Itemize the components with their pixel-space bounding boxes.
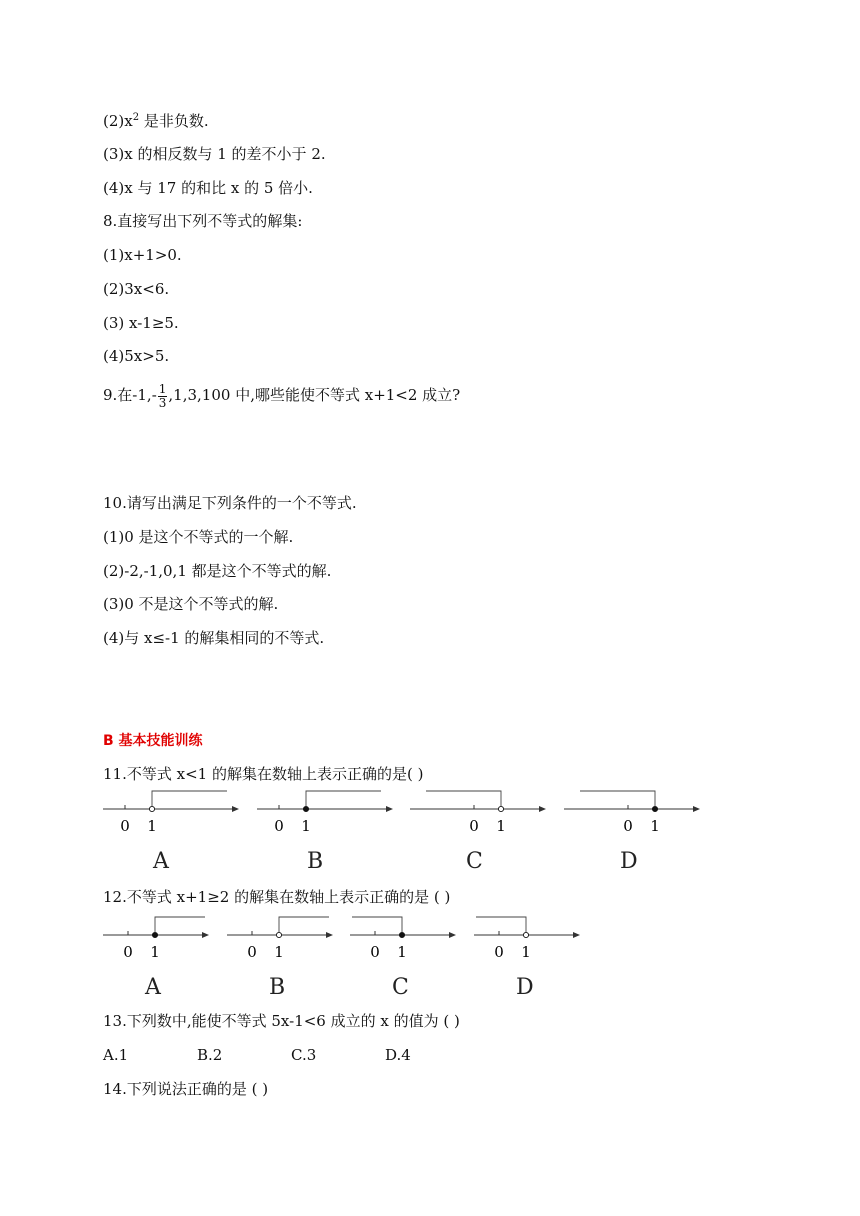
q7-item-3: (3)x 的相反数与 1 的差不小于 2. — [103, 145, 326, 163]
solution-bracket — [306, 791, 381, 806]
axis-arrow-icon — [539, 806, 546, 812]
filled-dot-icon — [652, 806, 657, 811]
q11-option-c[interactable] — [410, 787, 556, 874]
tick-label-one: 1 — [521, 943, 531, 961]
tick-label-zero: 0 — [494, 943, 504, 961]
option-label: D — [516, 975, 534, 1000]
q8-item-3: (3) x-1≥5. — [103, 314, 179, 332]
axis-arrow-icon — [202, 932, 209, 938]
solution-bracket — [352, 917, 402, 932]
tick-label-one: 1 — [650, 817, 660, 835]
q9-fraction-numerator: 1 — [158, 381, 167, 396]
q12-option-a[interactable] — [103, 913, 219, 1000]
axis-arrow-icon — [386, 806, 393, 812]
q12-option-c[interactable] — [350, 913, 466, 1000]
q11-number-line-b — [257, 787, 403, 839]
q7-item-4: (4)x 与 17 的和比 x 的 5 倍小. — [103, 179, 313, 197]
q13-option-c[interactable]: C.3 — [291, 1046, 317, 1064]
option-label: A — [145, 975, 161, 1000]
q7-2-superscript: 2 — [132, 112, 140, 123]
q11-title: 11.不等式 x<1 的解集在数轴上表示正确的是( ) — [103, 765, 424, 783]
q7-2-text-a: (2)x — [103, 112, 133, 130]
q12-option-d[interactable] — [474, 913, 590, 1000]
open-dot-icon — [276, 932, 281, 937]
solution-bracket — [279, 917, 329, 932]
q13-option-d[interactable]: D.4 — [385, 1046, 411, 1064]
tick-label-zero: 0 — [370, 943, 380, 961]
tick-label-one: 1 — [147, 817, 157, 835]
q10-item-4: (4)与 x≤-1 的解集相同的不等式. — [103, 629, 325, 647]
q10-item-1: (1)0 是这个不等式的一个解. — [103, 528, 294, 546]
q12-number-line-d — [474, 913, 590, 965]
axis-arrow-icon — [326, 932, 333, 938]
tick-label-zero: 0 — [274, 817, 284, 835]
tick-label-zero: 0 — [123, 943, 133, 961]
q10-item-2: (2)-2,-1,0,1 都是这个不等式的解. — [103, 562, 332, 580]
solution-bracket — [476, 917, 526, 932]
q14-title: 14.下列说法正确的是 ( ) — [103, 1080, 269, 1098]
tick-label-one: 1 — [301, 817, 311, 835]
q13-option-b[interactable]: B.2 — [197, 1046, 223, 1064]
tick-label-zero: 0 — [623, 817, 633, 835]
q7-item-2 — [103, 111, 209, 131]
q9-text-a: 9.在-1,- — [103, 386, 157, 404]
q12-option-b[interactable] — [227, 913, 343, 1000]
option-label: C — [466, 849, 483, 874]
q12-number-line-c — [350, 913, 466, 965]
q13-title: 13.下列数中,能使不等式 5x-1<6 成立的 x 的值为 ( ) — [103, 1012, 460, 1030]
q12-number-line-a — [103, 913, 219, 965]
section-b-heading: B 基本技能训练 — [103, 733, 203, 749]
q10-item-3: (3)0 不是这个不等式的解. — [103, 595, 279, 613]
option-label: B — [307, 849, 324, 874]
option-label: C — [392, 975, 409, 1000]
filled-dot-icon — [399, 932, 404, 937]
open-dot-icon — [498, 806, 503, 811]
solution-bracket — [426, 791, 501, 806]
filled-dot-icon — [303, 806, 308, 811]
q9-fraction — [158, 383, 168, 410]
axis-arrow-icon — [449, 932, 456, 938]
tick-label-zero: 0 — [469, 817, 479, 835]
q11-option-d[interactable] — [564, 787, 710, 874]
option-label: A — [153, 849, 169, 874]
option-label: D — [620, 849, 638, 874]
open-dot-icon — [149, 806, 154, 811]
q9-title — [103, 375, 460, 415]
solution-bracket — [580, 791, 655, 806]
axis-arrow-icon — [573, 932, 580, 938]
q11-number-line-d — [564, 787, 710, 839]
q8-title: 8.直接写出下列不等式的解集: — [103, 212, 303, 230]
q13-options — [103, 1045, 411, 1065]
option-label: B — [269, 975, 286, 1000]
tick-label-one: 1 — [150, 943, 160, 961]
q10-title: 10.请写出满足下列条件的一个不等式. — [103, 494, 357, 512]
q11-number-line-a — [103, 787, 249, 839]
q11-option-b[interactable] — [257, 787, 403, 874]
filled-dot-icon — [152, 932, 157, 937]
tick-label-one: 1 — [274, 943, 284, 961]
q13-option-a[interactable]: A.1 — [103, 1046, 129, 1064]
tick-label-zero: 0 — [120, 817, 130, 835]
tick-label-one: 1 — [496, 817, 506, 835]
axis-arrow-icon — [693, 806, 700, 812]
solution-bracket — [155, 917, 205, 932]
q9-text-b: ,1,3,100 中,哪些能使不等式 x+1<2 成立? — [168, 386, 461, 404]
q9-fraction-denominator: 3 — [158, 395, 167, 410]
solution-bracket — [152, 791, 227, 806]
q8-item-4: (4)5x>5. — [103, 347, 170, 365]
q12-number-line-b — [227, 913, 343, 965]
q7-2-text-b: 是非负数. — [143, 112, 209, 130]
open-dot-icon — [523, 932, 528, 937]
q8-item-2: (2)3x<6. — [103, 280, 170, 298]
tick-label-one: 1 — [397, 943, 407, 961]
tick-label-zero: 0 — [247, 943, 257, 961]
axis-arrow-icon — [232, 806, 239, 812]
q11-option-a[interactable] — [103, 787, 249, 874]
q12-title: 12.不等式 x+1≥2 的解集在数轴上表示正确的是 ( ) — [103, 888, 451, 906]
q8-item-1: (1)x+1>0. — [103, 246, 182, 264]
q11-number-line-c — [410, 787, 556, 839]
